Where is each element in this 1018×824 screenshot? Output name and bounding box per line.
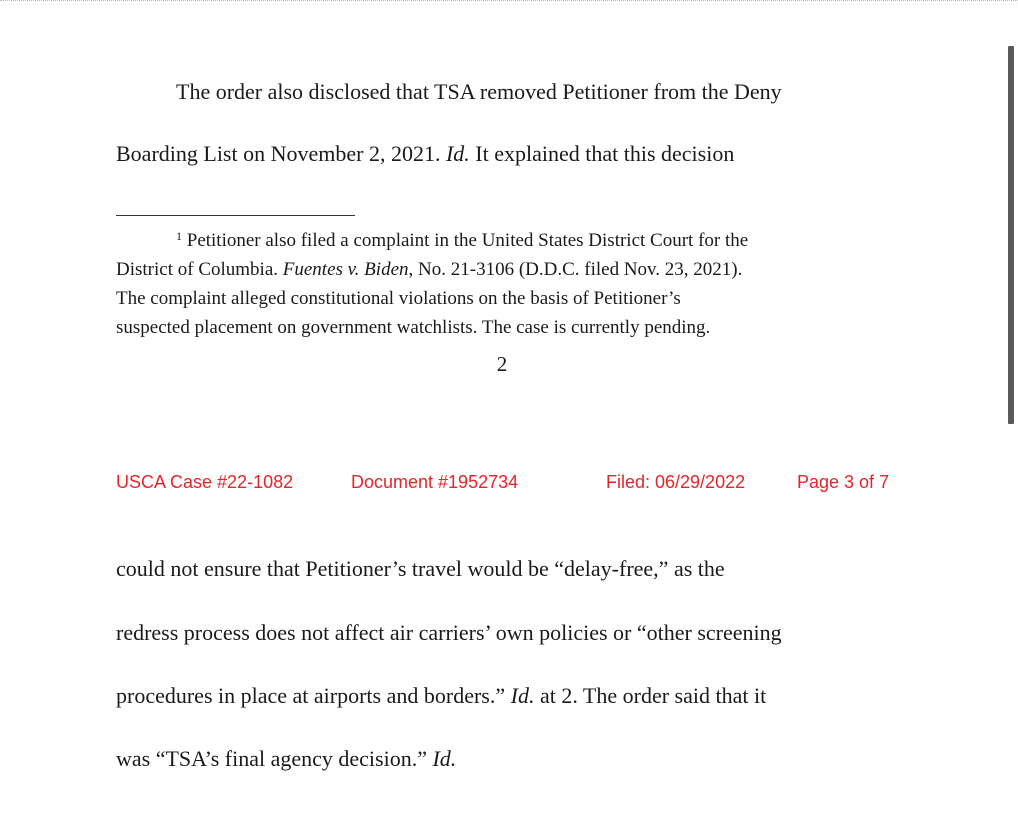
page-number: 2 [496,352,508,376]
footnote-line-4-text: suspected placement on government watchlists. The case is currently pending. [116,317,711,338]
paragraph-line-1 [176,79,782,105]
body-line-2 [116,620,782,646]
footnote-line-3 [116,287,681,311]
body-line-4 [116,746,456,772]
body-line-4-text-a: was “TSA’s final agency decision.” [116,746,433,771]
page-top-border [0,0,1018,1]
citation-id: Id. [432,746,457,771]
body-line-2-text: redress process does not affect air carriers’ own policies or “other screening [116,620,782,645]
footnote-line-2 [116,258,742,282]
vertical-scrollbar[interactable] [1008,46,1014,424]
paragraph-line-2-text-a: Boarding List on November 2, 2021. [116,141,446,166]
case-number: USCA Case #22-1082 [116,472,294,492]
footnote-line-1 [176,229,748,253]
body-line-1-text: could not ensure that Petitioner’s travel would be “delay-free,” as the [116,556,725,581]
footnote-line-2-text-a: District of Columbia. [116,259,283,280]
footnote-marker: 1 [176,229,182,243]
paragraph-line-2-text-b: It explained that this decision [469,141,735,166]
footnote-line-4 [116,316,710,340]
citation-id: Id. [445,141,470,166]
document-number: Document #1952734 [351,472,519,492]
filed-date: Filed: 06/29/2022 [606,472,746,492]
body-line-3-text-a: procedures in place at airports and borders.” [116,683,511,708]
citation-id: Id. [510,683,535,708]
footnote-line-1-text: Petitioner also filed a complaint in the United States District Court for the [182,230,749,251]
body-line-3 [116,683,766,709]
footnote-case-name: Fuentes v. Biden [282,259,409,280]
body-line-3-text-b: at 2. The order said that it [534,683,767,708]
body-line-1 [116,556,725,582]
footnote-line-3-text: The complaint alleged constitutional violations on the basis of Petitioner’s [116,288,681,309]
footnote-separator [116,215,355,216]
paragraph-line-1-text: The order also disclosed that TSA removed Petitioner from the Deny [176,79,782,104]
footnote-line-2-text-b: , No. 21-3106 (D.D.C. filed Nov. 23, 2021). [408,259,743,280]
paragraph-line-2 [116,141,734,167]
page-indicator: Page 3 of 7 [797,472,890,492]
